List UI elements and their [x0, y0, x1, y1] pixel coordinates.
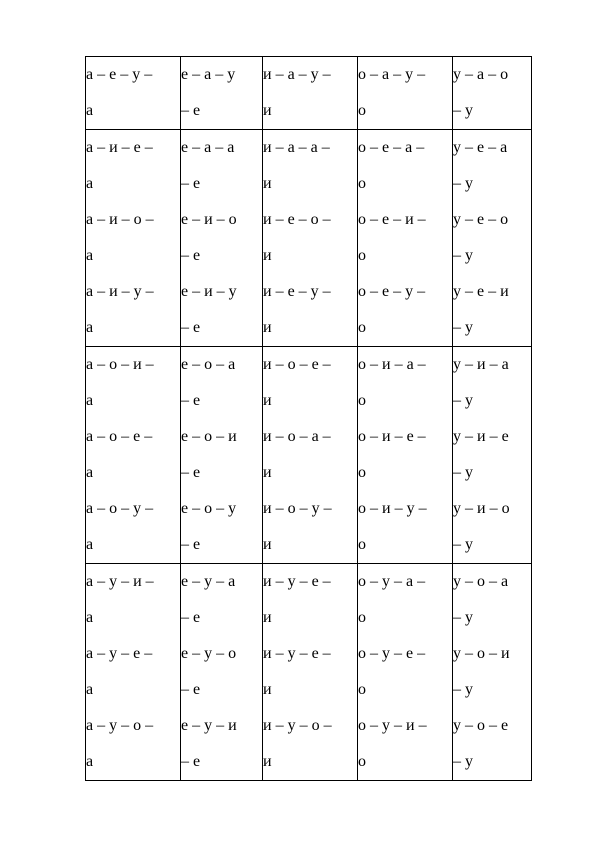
table-cell — [453, 57, 532, 130]
cell-line: – е — [181, 247, 201, 264]
cell-line: у – е – и — [453, 283, 509, 300]
cell-line: о – и – е – — [358, 428, 426, 445]
cell-line: – у — [453, 392, 473, 409]
cell-line: а – и – у – — [86, 283, 154, 300]
cell-line: – у — [453, 753, 473, 770]
cell-line: а — [86, 536, 94, 553]
cell-line: а — [86, 753, 94, 770]
cell-line: у – е – о — [453, 211, 509, 228]
cell-line: а — [86, 247, 94, 264]
cell-line: е – а – у — [181, 66, 236, 83]
table-cell — [263, 57, 358, 130]
cell-line: е – о – и — [181, 428, 237, 445]
cell-line: и — [263, 681, 272, 698]
cell-line: а — [86, 319, 94, 336]
cell-line: а – у – и – — [86, 573, 154, 590]
cell-line: и – е – у – — [263, 283, 331, 300]
cell-line: а — [86, 464, 94, 481]
cell-line: – е — [181, 753, 201, 770]
cell-line: и – о – а – — [263, 428, 331, 445]
cell-line: – е — [181, 681, 201, 698]
vowel-sequence-table — [85, 56, 532, 781]
table-cell — [358, 130, 453, 347]
table-row — [86, 564, 532, 781]
table-cell — [358, 347, 453, 564]
table-row — [86, 130, 532, 347]
table-row — [86, 57, 532, 130]
cell-line: – е — [181, 464, 201, 481]
cell-line: а — [86, 681, 94, 698]
table-cell — [181, 57, 263, 130]
cell-line: – е — [181, 536, 201, 553]
cell-line: о — [358, 609, 366, 626]
cell-line: о — [358, 247, 366, 264]
cell-line: а – е – у – — [86, 66, 153, 83]
cell-line: и – у – е – — [263, 645, 331, 662]
cell-line: а – о – е – — [86, 428, 153, 445]
cell-line: и – у – е – — [263, 573, 331, 590]
cell-line: и — [263, 247, 272, 264]
cell-line: а – у – е – — [86, 645, 153, 662]
cell-line: е – у – о — [181, 645, 237, 662]
cell-line: о — [358, 681, 366, 698]
cell-line: о — [358, 464, 366, 481]
table-cell — [263, 347, 358, 564]
cell-line: и — [263, 175, 272, 192]
table-cell — [358, 57, 453, 130]
cell-line: а – о – у – — [86, 500, 154, 517]
cell-line: е – у – а — [181, 573, 236, 590]
cell-line: и – а – а – — [263, 139, 330, 156]
cell-line: и — [263, 392, 272, 409]
cell-line: о – е – а – — [358, 139, 425, 156]
cell-line: и — [263, 319, 272, 336]
cell-line: у – о – а — [453, 573, 509, 590]
cell-line: и – о – е – — [263, 356, 331, 373]
cell-line: е – у – и — [181, 717, 237, 734]
cell-line: и — [263, 102, 272, 119]
cell-line: о – е – у – — [358, 283, 426, 300]
cell-line: о – у – а – — [358, 573, 426, 590]
cell-line: – е — [181, 319, 201, 336]
cell-line: и – а – у – — [263, 66, 331, 83]
cell-line: о – и – у – — [358, 500, 427, 517]
cell-line: – у — [453, 464, 473, 481]
table-cell — [453, 564, 532, 781]
cell-line: о — [358, 753, 366, 770]
cell-line: у – а – о — [453, 66, 509, 83]
table-cell — [86, 347, 181, 564]
table-cell — [453, 347, 532, 564]
cell-line: а – о – и – — [86, 356, 154, 373]
cell-line: – у — [453, 319, 473, 336]
cell-line: о – е – и – — [358, 211, 426, 228]
cell-line: а — [86, 392, 94, 409]
cell-line: е – и – о — [181, 211, 237, 228]
cell-line: и — [263, 609, 272, 626]
cell-line: – у — [453, 609, 473, 626]
cell-line: – у — [453, 175, 473, 192]
cell-line: у – о – и — [453, 645, 510, 662]
cell-line: е – а – а — [181, 139, 235, 156]
cell-line: – е — [181, 609, 201, 626]
cell-line: о – у – е – — [358, 645, 426, 662]
cell-line: у – о – е — [453, 717, 509, 734]
cell-line: о – и – а – — [358, 356, 426, 373]
cell-line: а – и – е – — [86, 139, 153, 156]
table-cell — [86, 130, 181, 347]
cell-line: и – о – у – — [263, 500, 332, 517]
cell-line: у – е – а — [453, 139, 508, 156]
cell-line: – у — [453, 102, 473, 119]
cell-line: а — [86, 609, 94, 626]
table-cell — [86, 57, 181, 130]
cell-line: у – и – о — [453, 500, 510, 517]
cell-line: и – у – о – — [263, 717, 332, 734]
cell-line: е – о – у — [181, 500, 237, 517]
cell-line: – е — [181, 392, 201, 409]
cell-line: о — [358, 175, 366, 192]
table-cell — [181, 347, 263, 564]
cell-line: о — [358, 319, 366, 336]
vowel-syllable-sheet — [85, 56, 531, 781]
table-cell — [263, 130, 358, 347]
table-row — [86, 347, 532, 564]
cell-line: и – е – о – — [263, 211, 331, 228]
cell-line: а – у – о – — [86, 717, 154, 734]
cell-line: о — [358, 392, 366, 409]
cell-line: – у — [453, 681, 473, 698]
cell-line: у – и – а — [453, 356, 509, 373]
table-cell — [181, 564, 263, 781]
cell-line: – у — [453, 247, 473, 264]
cell-line: а – и – о – — [86, 211, 154, 228]
cell-line: и — [263, 464, 272, 481]
cell-line: и — [263, 753, 272, 770]
cell-line: о — [358, 102, 366, 119]
cell-line: е – о – а — [181, 356, 236, 373]
cell-line: – у — [453, 536, 473, 553]
cell-line: о – а – у – — [358, 66, 426, 83]
cell-line: о – у – и – — [358, 717, 427, 734]
cell-line: а — [86, 102, 94, 119]
cell-line: и — [263, 536, 272, 553]
cell-line: – е — [181, 102, 201, 119]
cell-line: о — [358, 536, 366, 553]
cell-line: – е — [181, 175, 201, 192]
cell-line: у – и – е — [453, 428, 509, 445]
cell-line: е – и – у — [181, 283, 237, 300]
table-cell — [358, 564, 453, 781]
table-cell — [263, 564, 358, 781]
cell-line: а — [86, 175, 94, 192]
table-cell — [181, 130, 263, 347]
table-cell — [453, 130, 532, 347]
table-cell — [86, 564, 181, 781]
